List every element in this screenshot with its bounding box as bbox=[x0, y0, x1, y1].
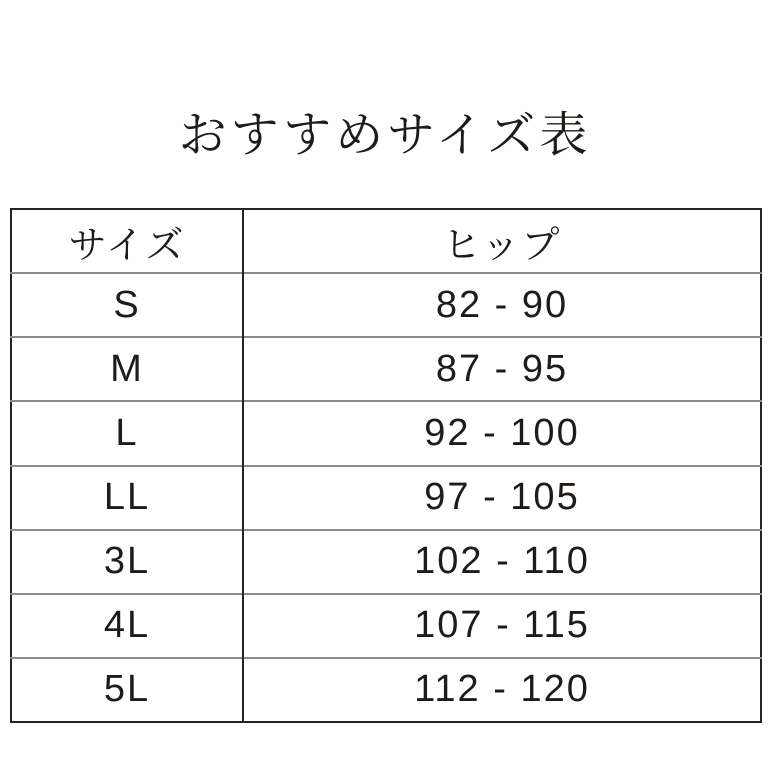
hip-cell: 102 - 110 bbox=[243, 530, 761, 594]
table-row bbox=[11, 530, 761, 594]
size-cell: M bbox=[11, 337, 243, 401]
size-cell: 5L bbox=[11, 658, 243, 722]
hip-cell: 87 - 95 bbox=[243, 337, 761, 401]
size-table bbox=[10, 208, 762, 723]
table-header-row bbox=[11, 209, 761, 273]
size-cell: S bbox=[11, 273, 243, 337]
hip-cell: 97 - 105 bbox=[243, 466, 761, 530]
size-cell: L bbox=[11, 401, 243, 465]
size-cell: 3L bbox=[11, 530, 243, 594]
table-row bbox=[11, 594, 761, 658]
hip-cell: 107 - 115 bbox=[243, 594, 761, 658]
table-row bbox=[11, 401, 761, 465]
hip-cell: 82 - 90 bbox=[243, 273, 761, 337]
hip-cell: 92 - 100 bbox=[243, 401, 761, 465]
table-row bbox=[11, 337, 761, 401]
page-title: おすすめサイズ表 bbox=[178, 109, 592, 162]
size-cell: LL bbox=[11, 466, 243, 530]
table-row bbox=[11, 273, 761, 337]
hip-cell: 112 - 120 bbox=[243, 658, 761, 722]
table-row bbox=[11, 466, 761, 530]
size-cell: 4L bbox=[11, 594, 243, 658]
column-header-hip: ヒップ bbox=[442, 224, 562, 267]
table-row bbox=[11, 658, 761, 722]
column-header-size: サイズ bbox=[11, 209, 243, 273]
